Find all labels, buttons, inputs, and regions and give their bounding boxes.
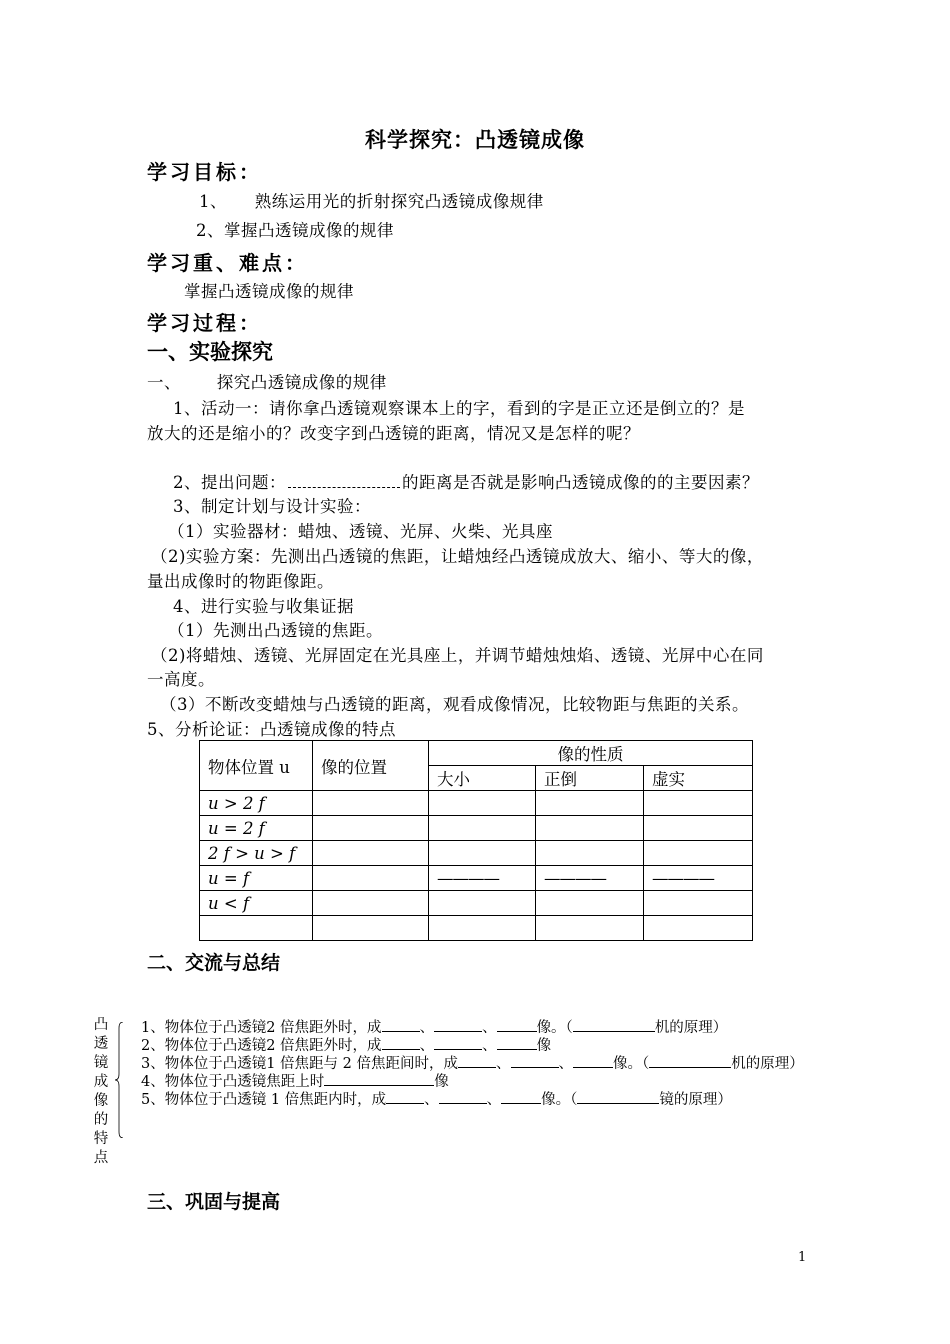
section3-heading: 三、巩固与提高 xyxy=(147,1191,281,1213)
cell-blank[interactable] xyxy=(429,791,536,816)
cell-blank[interactable] xyxy=(313,866,429,891)
key-points-heading: 学习重、难点： xyxy=(147,251,308,275)
question-line xyxy=(173,469,759,493)
row-condition: u = 2 f xyxy=(200,816,313,841)
table-row xyxy=(200,816,753,841)
summary-item-5: 5、物体位于凸透镜 1 倍焦距内时，成 、 、 像。（ 镜的原理） xyxy=(141,1092,732,1108)
goal-item-1-number: 1、 xyxy=(199,192,227,211)
summary-item-2: 2、物体位于凸透镜2 倍焦距外时，成 、 、 像 xyxy=(141,1038,552,1054)
cell-blank[interactable] xyxy=(429,891,536,916)
cell-blank[interactable] xyxy=(429,816,536,841)
equipment-line: （1）实验器材：蜡烛、透镜、光屏、火柴、光具座 xyxy=(168,522,553,541)
header-real-virtual: 虚实 xyxy=(644,766,753,791)
cell-blank[interactable] xyxy=(429,841,536,866)
answer-blank[interactable] xyxy=(649,1055,731,1068)
question-suffix: 的距离是否就是影响凸透镜成像的的主要因素？ xyxy=(402,473,759,492)
key-points-text: 掌握凸透镜成像的规律 xyxy=(184,282,354,301)
cell-blank[interactable] xyxy=(313,891,429,916)
cell-dash: ———— xyxy=(429,866,536,891)
cell-blank[interactable] xyxy=(644,816,753,841)
answer-blank[interactable] xyxy=(573,1055,613,1068)
row-condition: 2 f > u > f xyxy=(200,841,313,866)
cell-blank[interactable] xyxy=(644,916,753,941)
cell-blank[interactable] xyxy=(429,916,536,941)
subsection-text: 探究凸透镜成像的规律 xyxy=(216,373,387,392)
cell-blank[interactable] xyxy=(313,916,429,941)
answer-blank[interactable] xyxy=(573,1019,655,1032)
cell-dash: ———— xyxy=(536,866,644,891)
conduct-line: 4、进行实验与收集证据 xyxy=(173,597,354,616)
page-number: 1 xyxy=(798,1250,807,1265)
analysis-line: 5、分析论证：凸透镜成像的特点 xyxy=(147,720,396,739)
answer-blank[interactable] xyxy=(439,1091,487,1104)
cell-blank[interactable] xyxy=(313,791,429,816)
goal-item-1-text: 熟练运用光的折射探究凸透镜成像规律 xyxy=(254,192,544,211)
section1-heading: 一、实验探究 xyxy=(147,340,273,364)
step-1: （1）先测出凸透镜的焦距。 xyxy=(168,621,383,640)
answer-blank[interactable] xyxy=(386,1091,424,1104)
section2-heading: 二、交流与总结 xyxy=(147,952,281,974)
cell-blank[interactable] xyxy=(313,841,429,866)
answer-blank[interactable] xyxy=(434,1019,482,1032)
question-prefix: 2、提出问题： xyxy=(173,473,286,492)
table-row xyxy=(200,916,753,941)
row-condition: u = f xyxy=(200,866,313,891)
row-condition xyxy=(200,916,313,941)
scheme-line-1: （2)实验方案：先测出凸透镜的焦距，让蜡烛经凸透镜成放大、缩小、等大的像， xyxy=(151,547,764,566)
summary-item-1: 1、物体位于凸透镜2 倍焦距外时，成 、 、 像。（ 机的原理） xyxy=(141,1020,728,1036)
cell-blank[interactable] xyxy=(536,816,644,841)
table-row xyxy=(200,791,753,816)
cell-blank[interactable] xyxy=(644,891,753,916)
table-row xyxy=(200,841,753,866)
summary-item-3: 3、物体位于凸透镜1 倍焦距与 2 倍焦距间时，成 、 、 像。（ 机的原理） xyxy=(141,1056,804,1072)
answer-blank[interactable] xyxy=(382,1037,420,1050)
header-image-properties: 像的性质 xyxy=(429,741,753,766)
summary-item-4: 4、物体位于凸透镜焦距上时 像 xyxy=(141,1074,449,1090)
header-size: 大小 xyxy=(429,766,536,791)
question-blank[interactable] xyxy=(288,475,400,488)
answer-blank[interactable] xyxy=(501,1091,541,1104)
cell-blank[interactable] xyxy=(536,916,644,941)
cell-blank[interactable] xyxy=(536,891,644,916)
plan-line: 3、制定计划与设计实验： xyxy=(173,497,371,516)
answer-blank[interactable] xyxy=(458,1055,496,1068)
goal-item-2: 2、掌握凸透镜成像的规律 xyxy=(196,221,394,240)
scheme-line-2: 量出成像时的物距像距。 xyxy=(147,572,334,591)
vertical-label: 凸透镜成像的特点 xyxy=(93,1017,109,1166)
cell-blank[interactable] xyxy=(644,791,753,816)
step-2-line-2: 一高度。 xyxy=(147,670,215,689)
answer-blank[interactable] xyxy=(382,1019,420,1032)
goal-item-1 xyxy=(199,188,544,212)
header-object-position: 物体位置 u xyxy=(200,741,313,791)
answer-blank[interactable] xyxy=(324,1073,434,1086)
subsection-title xyxy=(147,369,387,393)
step-3: （3）不断改变蜡烛与凸透镜的距离，观看成像情况，比较物距与焦距的关系。 xyxy=(160,695,749,714)
row-condition: u > 2 f xyxy=(200,791,313,816)
step-2-line-1: （2)将蜡烛、透镜、光屏固定在光具座上，并调节蜡烛烛焰、透镜、光屏中心在同 xyxy=(151,646,764,665)
answer-blank[interactable] xyxy=(434,1037,482,1050)
cell-blank[interactable] xyxy=(536,791,644,816)
process-heading: 学习过程： xyxy=(147,311,262,335)
table-row xyxy=(200,866,753,891)
header-image-position: 像的位置 xyxy=(313,741,429,791)
cell-blank[interactable] xyxy=(313,816,429,841)
answer-blank[interactable] xyxy=(497,1019,537,1032)
cell-blank[interactable] xyxy=(536,841,644,866)
image-properties-table xyxy=(199,740,753,941)
answer-blank[interactable] xyxy=(497,1037,537,1050)
page-title: 科学探究：凸透镜成像 xyxy=(365,127,585,152)
brace-icon xyxy=(114,1022,124,1138)
answer-blank[interactable] xyxy=(577,1091,659,1104)
row-condition: u < f xyxy=(200,891,313,916)
cell-blank[interactable] xyxy=(644,841,753,866)
cell-dash: ———— xyxy=(644,866,753,891)
subsection-number: 一、 xyxy=(147,373,181,392)
activity-line-2: 放大的还是缩小的？改变字到凸透镜的距离，情况又是怎样的呢？ xyxy=(147,424,640,443)
header-orientation: 正倒 xyxy=(536,766,644,791)
activity-line-1: 1、活动一：请你拿凸透镜观察课本上的字，看到的字是正立还是倒立的？是 xyxy=(173,399,745,418)
answer-blank[interactable] xyxy=(511,1055,559,1068)
goals-heading: 学习目标： xyxy=(147,160,262,184)
table-row xyxy=(200,891,753,916)
